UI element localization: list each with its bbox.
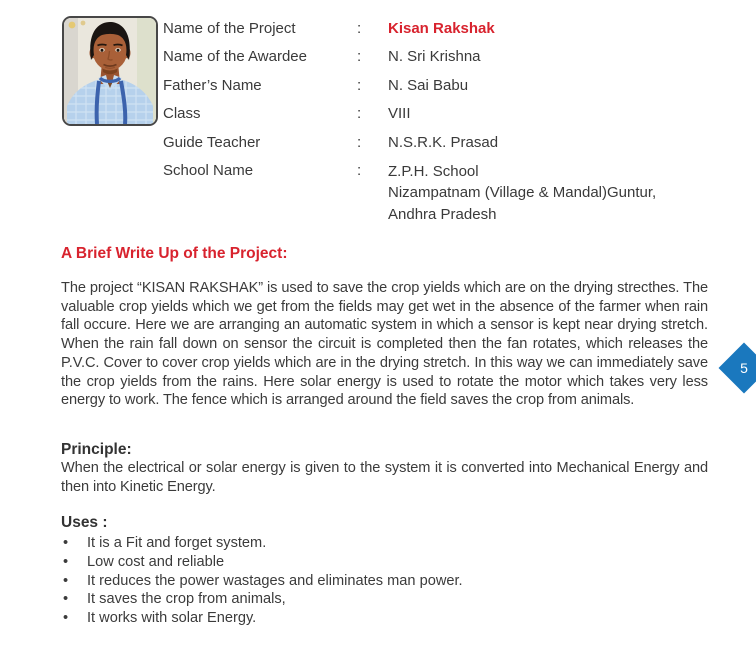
detail-row-guide-teacher: [163, 133, 703, 152]
bullet-icon: •: [63, 553, 69, 570]
detail-colon: :: [357, 76, 362, 94]
detail-row-awardee: [163, 47, 703, 66]
list-item: [61, 553, 708, 572]
detail-label: School Name: [163, 162, 254, 179]
uses-list: [61, 534, 708, 628]
detail-value-awardee: N. Sri Krishna: [388, 48, 481, 65]
detail-value-father: N. Sai Babu: [388, 76, 469, 94]
list-item: [61, 590, 708, 609]
detail-label: Father’s Name: [163, 76, 262, 94]
detail-value-project-name: Kisan Rakshak: [388, 20, 495, 37]
section-heading-principle: Principle:: [61, 441, 132, 458]
detail-colon: :: [357, 48, 362, 65]
bullet-icon: •: [63, 610, 69, 627]
detail-value-guide-teacher: N.S.R.K. Prasad: [388, 134, 499, 151]
section-heading-brief-write-up: A Brief Write Up of the Project:: [61, 245, 288, 262]
detail-value-school: [388, 161, 703, 225]
detail-row-project-name: [163, 19, 703, 38]
detail-label: Name of the Awardee: [163, 48, 307, 65]
principle-paragraph: When the electrical or solar energy is given to the system it is converted into Mechanical Energy and then into Kinetic Energy.: [61, 460, 708, 495]
detail-label: Guide Teacher: [163, 134, 261, 151]
bullet-icon: •: [63, 535, 69, 551]
detail-colon: :: [357, 134, 362, 151]
detail-colon: :: [357, 20, 362, 37]
use-item-text: Low cost and reliable: [87, 553, 225, 570]
detail-label: Class: [163, 105, 201, 122]
portrait-photo-icon: [64, 18, 156, 124]
list-item: [61, 609, 708, 628]
bullet-icon: •: [63, 572, 69, 589]
school-state-line: Andhra Pradesh: [388, 205, 497, 223]
school-name-line: Z.P.H. School: [388, 163, 479, 180]
use-item-text: It saves the crop from animals,: [87, 591, 286, 608]
detail-label: Name of the Project: [163, 20, 296, 37]
school-address-line: Nizampatnam (Village & Mandal)Guntur,: [388, 184, 657, 202]
use-item-text: It works with solar Energy.: [87, 610, 257, 627]
awardee-photo: [62, 16, 158, 126]
bullet-icon: •: [63, 591, 69, 608]
detail-row-school: [163, 161, 703, 225]
detail-value-class: VIII: [388, 105, 411, 122]
detail-row-class: [163, 104, 703, 123]
brief-write-up-paragraph: The project “KISAN RAKSHAK” is used to save the crop yields which are on the drying strecthes. The valuable crop yields which we get from the fields may get wet in the absence of the farmer when rain fall occure. Here we are arranging an automatic system in which a sensor is kept near drying stretch. When the rain fall down on sensor the circuit is completed then the fan rotates, which releases the P.V.C. Cover to cover crop yields which are in the drying stretch. In this way we can immediately save the crop yields from the rains. Here solar energy is used to rotate the motor which takes very less energy to work. The fence which is arranged around the field saves the crop from animals.: [61, 280, 708, 409]
list-item: [61, 572, 708, 591]
detail-colon: :: [357, 162, 362, 179]
page-number: 5: [740, 360, 748, 376]
use-item-text: It reduces the power wastages and eliminates man power.: [87, 572, 463, 589]
detail-row-father: [163, 76, 703, 95]
section-heading-uses: Uses :: [61, 514, 108, 531]
list-item: [61, 534, 708, 553]
use-item-text: It is a Fit and forget system.: [87, 535, 267, 551]
detail-colon: :: [357, 105, 362, 122]
